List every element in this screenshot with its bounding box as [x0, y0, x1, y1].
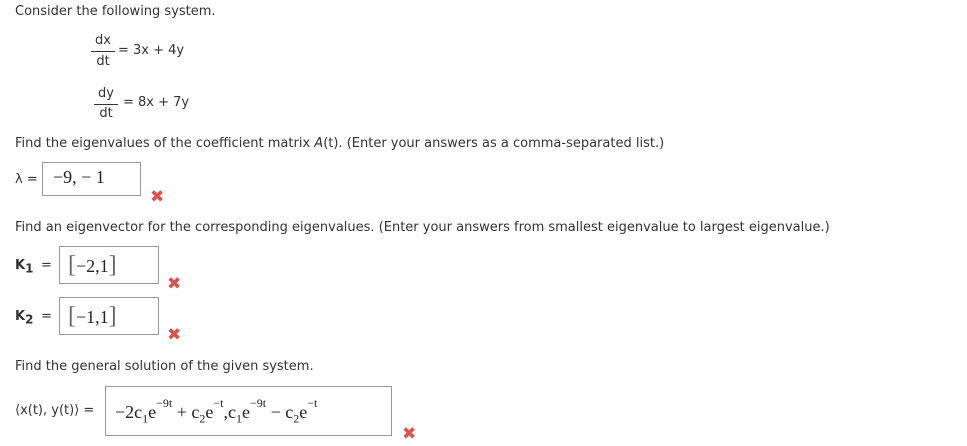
sol-term-3-sub: 1 [236, 411, 242, 426]
k1-answer-box[interactable] [59, 246, 159, 284]
q1-prompt-text-2: (t). (Enter your answers as a comma-separated list.) [323, 136, 665, 151]
sol-term-1-exp: −9t [156, 396, 173, 410]
sol-term-1-base: e [148, 402, 157, 422]
sol-term-4: − c [266, 402, 294, 422]
k2-answer: −1,1 [76, 307, 109, 327]
q1-prompt [15, 136, 664, 151]
incorrect-icon: ✖ [402, 424, 417, 444]
eigenvalues-answer: −9, − 1 [53, 167, 105, 187]
k2-subscript: 2 [25, 312, 34, 327]
eigenvalues-answer-box[interactable] [42, 162, 141, 196]
sol-term-3-base: e [242, 402, 250, 422]
eq1-fraction-bar [91, 51, 115, 52]
sol-term-3: ,c [223, 402, 236, 422]
sol-term-3-exp: −9t [250, 396, 267, 410]
eq2-denominator: dt [99, 106, 113, 121]
k1-label [15, 258, 33, 276]
eq2-numerator: dy [98, 86, 114, 101]
sol-term-2-exp: −t [213, 396, 224, 410]
incorrect-icon: ✖ [167, 325, 182, 345]
eq2-fraction-bar [94, 104, 118, 105]
incorrect-icon: ✖ [150, 187, 165, 207]
sol-term-1: −2c [115, 402, 143, 422]
eq1-denominator: dt [96, 54, 110, 69]
eq1-rhs: = 3x + 4y [118, 43, 185, 58]
q1-prompt-text: Find the eigenvalues of the coefficient matrix [15, 136, 315, 151]
sol-term-2-sub: 2 [199, 411, 206, 426]
eq2-rhs: = 8x + 7y [123, 95, 190, 110]
sol-term-2-base: e [205, 402, 214, 422]
incorrect-icon: ✖ [167, 274, 182, 294]
sol-term-1-sub: 1 [142, 411, 149, 426]
general-solution-answer-box[interactable] [105, 386, 392, 436]
k2-answer-box[interactable] [59, 297, 159, 335]
q1-prompt-var: A [314, 136, 324, 151]
k1-letter: K [15, 258, 26, 273]
k1-subscript: 1 [25, 261, 34, 276]
k1-right-bracket: ] [108, 252, 117, 278]
general-solution-answer [115, 396, 318, 426]
lambda-label: λ = [15, 172, 38, 187]
sol-term-4-base: e [299, 402, 308, 422]
k2-right-bracket: ] [108, 303, 117, 329]
eq1-numerator: dx [95, 33, 111, 48]
sol-term-4-sub: 2 [293, 411, 300, 426]
k2-equals: = [41, 309, 52, 324]
sol-term-2: + c [172, 402, 200, 422]
q2-prompt: Find an eigenvector for the corresponding eigenvalues. (Enter your answers from smallest eigenvalue to largest eigenvalue.) [15, 220, 830, 235]
k1-answer: −2,1 [76, 256, 109, 276]
intro-text: Consider the following system. [15, 4, 216, 19]
k2-label [15, 309, 33, 327]
k1-left-bracket: [ [68, 252, 76, 278]
k2-letter: K [15, 309, 26, 324]
solution-label: ⟨x(t), y(t)⟩ = [15, 403, 95, 418]
q3-prompt: Find the general solution of the given system. [15, 359, 314, 374]
k2-left-bracket: [ [68, 303, 76, 329]
k1-equals: = [41, 258, 52, 273]
sol-term-4-exp: −t [307, 396, 318, 410]
